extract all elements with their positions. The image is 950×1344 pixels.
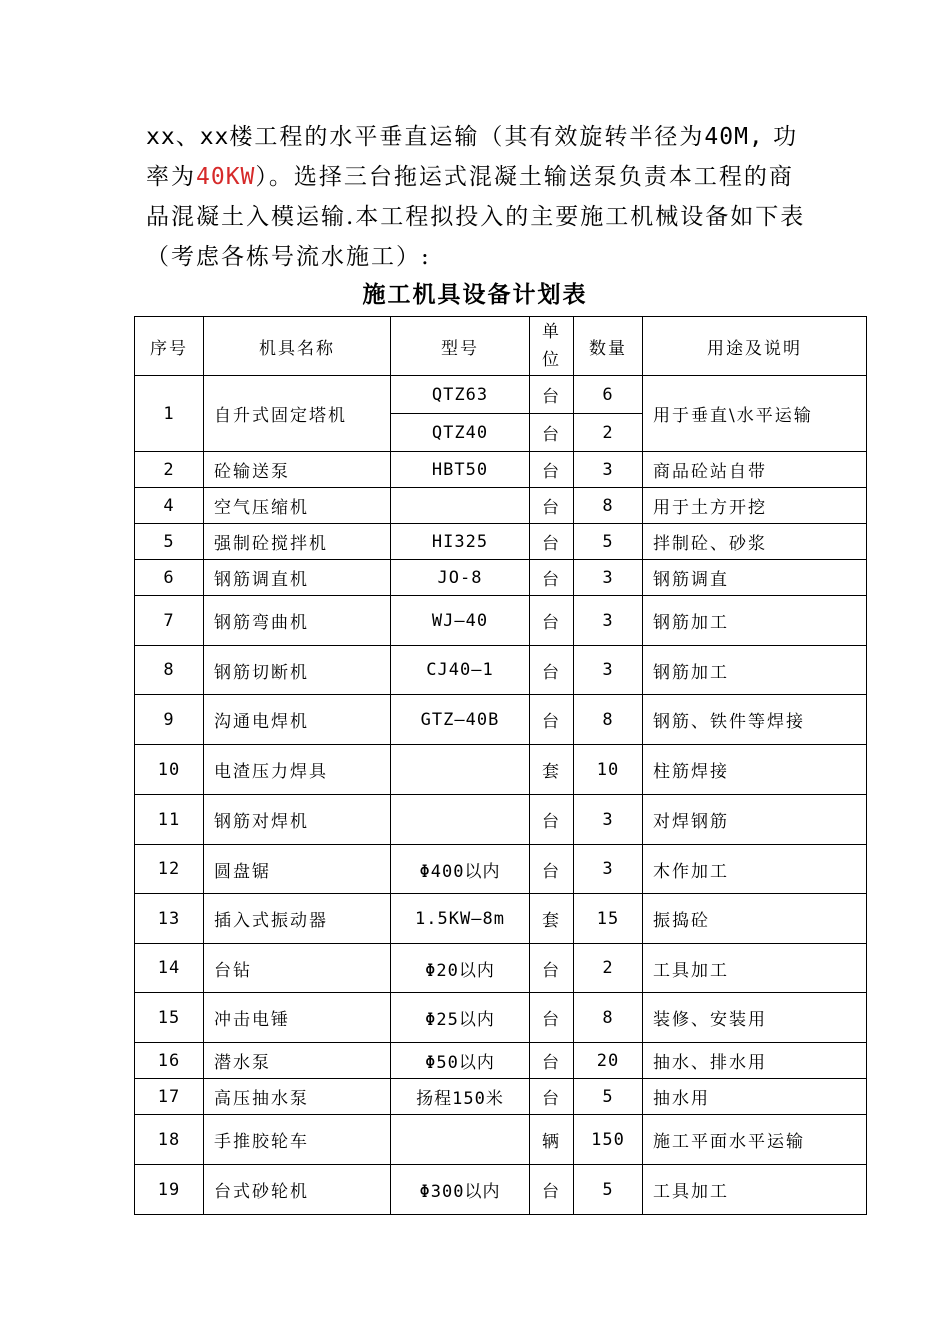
cell-no: 6 <box>135 560 204 596</box>
cell-usage: 钢筋、铁件等焊接 <box>643 695 867 745</box>
table-row <box>135 894 867 944</box>
cell-name: 高压抽水泵 <box>204 1079 391 1115</box>
table-header-row <box>135 317 867 376</box>
cell-name: 空气压缩机 <box>204 488 391 524</box>
cell-no: 17 <box>135 1079 204 1115</box>
para-power-value: 40KW <box>196 164 256 190</box>
cell-qty: 15 <box>574 894 643 944</box>
cell-name: 电渣压力焊具 <box>204 745 391 795</box>
cell-name: 冲击电锤 <box>204 993 391 1043</box>
para-text-6: ）。选择三台拖运式混凝土输送泵负责本工程的商品混凝土入模运输.本工程拟投入的主要施工机械设备如下表（考虑各栋号流水施工）: <box>146 164 806 270</box>
cell-model <box>391 795 530 845</box>
cell-qty: 8 <box>574 993 643 1043</box>
cell-name: 砼输送泵 <box>204 452 391 488</box>
cell-model <box>391 1115 530 1165</box>
cell-unit: 套 <box>530 745 574 795</box>
cell-no: 12 <box>135 845 204 894</box>
cell-name: 圆盘锯 <box>204 845 391 894</box>
table-row <box>135 376 867 414</box>
cell-no: 7 <box>135 596 204 646</box>
cell-qty: 10 <box>574 745 643 795</box>
para-text-3: 40M, <box>704 124 764 150</box>
cell-unit: 台 <box>530 414 574 452</box>
cell-no: 2 <box>135 452 204 488</box>
cell-no: 1 <box>135 376 204 452</box>
table-row <box>135 993 867 1043</box>
cell-qty: 5 <box>574 1165 643 1215</box>
header-model: 型号 <box>391 317 530 376</box>
cell-unit: 套 <box>530 894 574 944</box>
cell-model: 扬程150米 <box>391 1079 530 1115</box>
header-usage: 用途及说明 <box>643 317 867 376</box>
table-row <box>135 560 867 596</box>
table-row <box>135 524 867 560</box>
table-row <box>135 745 867 795</box>
cell-no: 10 <box>135 745 204 795</box>
table-row <box>135 944 867 993</box>
cell-name: 手推胶轮车 <box>204 1115 391 1165</box>
header-qty: 数量 <box>574 317 643 376</box>
cell-usage: 工具加工 <box>643 1165 867 1215</box>
cell-usage: 抽水、排水用 <box>643 1043 867 1079</box>
cell-unit: 台 <box>530 944 574 993</box>
table-row <box>135 596 867 646</box>
cell-usage: 钢筋调直 <box>643 560 867 596</box>
cell-model: QTZ40 <box>391 414 530 452</box>
cell-qty: 5 <box>574 524 643 560</box>
cell-no: 15 <box>135 993 204 1043</box>
cell-model: 1.5KW—8m <box>391 894 530 944</box>
para-text-4: 功率为 <box>146 124 799 190</box>
cell-usage: 装修、安装用 <box>643 993 867 1043</box>
cell-no: 4 <box>135 488 204 524</box>
cell-model: WJ—40 <box>391 596 530 646</box>
cell-name: 潜水泵 <box>204 1043 391 1079</box>
cell-usage: 钢筋加工 <box>643 646 867 695</box>
cell-model: Φ25以内 <box>391 993 530 1043</box>
table-row <box>135 845 867 894</box>
cell-model: HBT50 <box>391 452 530 488</box>
table-row <box>135 646 867 695</box>
cell-unit: 台 <box>530 795 574 845</box>
cell-model: GTZ—40B <box>391 695 530 745</box>
cell-no: 8 <box>135 646 204 695</box>
cell-qty: 6 <box>574 376 643 414</box>
cell-qty: 2 <box>574 414 643 452</box>
cell-usage: 用于垂直\水平运输 <box>643 376 867 452</box>
cell-usage: 对焊钢筋 <box>643 795 867 845</box>
cell-qty: 3 <box>574 646 643 695</box>
header-no: 序号 <box>135 317 204 376</box>
cell-no: 11 <box>135 795 204 845</box>
cell-qty: 8 <box>574 695 643 745</box>
cell-qty: 20 <box>574 1043 643 1079</box>
cell-no: 19 <box>135 1165 204 1215</box>
cell-no: 14 <box>135 944 204 993</box>
cell-usage: 拌制砼、砂浆 <box>643 524 867 560</box>
cell-qty: 3 <box>574 560 643 596</box>
table-row <box>135 1043 867 1079</box>
cell-name: 钢筋切断机 <box>204 646 391 695</box>
cell-usage: 柱筋焊接 <box>643 745 867 795</box>
cell-no: 5 <box>135 524 204 560</box>
table-row <box>135 695 867 745</box>
cell-usage: 施工平面水平运输 <box>643 1115 867 1165</box>
header-unit-1: 单 <box>542 322 561 342</box>
cell-name: 台式砂轮机 <box>204 1165 391 1215</box>
cell-unit: 台 <box>530 452 574 488</box>
cell-no: 16 <box>135 1043 204 1079</box>
cell-unit: 台 <box>530 524 574 560</box>
cell-model: Φ20以内 <box>391 944 530 993</box>
table-row <box>135 795 867 845</box>
table-row <box>135 452 867 488</box>
cell-model: Φ50以内 <box>391 1043 530 1079</box>
cell-name: 钢筋弯曲机 <box>204 596 391 646</box>
cell-name: 自升式固定塔机 <box>204 376 391 452</box>
cell-qty: 5 <box>574 1079 643 1115</box>
header-name: 机具名称 <box>204 317 391 376</box>
table-row <box>135 488 867 524</box>
header-unit <box>530 317 574 376</box>
cell-no: 9 <box>135 695 204 745</box>
cell-unit: 台 <box>530 845 574 894</box>
para-text-1: xx、xx <box>146 124 230 150</box>
cell-usage: 木作加工 <box>643 845 867 894</box>
table-row <box>135 1165 867 1215</box>
cell-name: 台钻 <box>204 944 391 993</box>
table-row <box>135 1079 867 1115</box>
cell-unit: 台 <box>530 695 574 745</box>
cell-no: 13 <box>135 894 204 944</box>
cell-usage: 用于土方开挖 <box>643 488 867 524</box>
cell-model <box>391 745 530 795</box>
cell-unit: 台 <box>530 376 574 414</box>
table-row <box>135 1115 867 1165</box>
cell-qty: 3 <box>574 452 643 488</box>
cell-unit: 台 <box>530 1079 574 1115</box>
cell-usage: 商品砼站自带 <box>643 452 867 488</box>
cell-unit: 辆 <box>530 1115 574 1165</box>
cell-model: JO-8 <box>391 560 530 596</box>
cell-unit: 台 <box>530 596 574 646</box>
cell-model: Φ400以内 <box>391 845 530 894</box>
cell-model <box>391 488 530 524</box>
cell-name: 插入式振动器 <box>204 894 391 944</box>
cell-no: 18 <box>135 1115 204 1165</box>
cell-unit: 台 <box>530 993 574 1043</box>
cell-qty: 2 <box>574 944 643 993</box>
cell-name: 强制砼搅拌机 <box>204 524 391 560</box>
cell-qty: 3 <box>574 596 643 646</box>
cell-unit: 台 <box>530 488 574 524</box>
cell-usage: 工具加工 <box>643 944 867 993</box>
cell-name: 沟通电焊机 <box>204 695 391 745</box>
cell-usage: 钢筋加工 <box>643 596 867 646</box>
cell-model: Φ300以内 <box>391 1165 530 1215</box>
cell-model: QTZ63 <box>391 376 530 414</box>
cell-qty: 150 <box>574 1115 643 1165</box>
cell-unit: 台 <box>530 646 574 695</box>
cell-qty: 8 <box>574 488 643 524</box>
cell-name: 钢筋调直机 <box>204 560 391 596</box>
cell-unit: 台 <box>530 560 574 596</box>
intro-paragraph <box>146 117 816 277</box>
cell-name: 钢筋对焊机 <box>204 795 391 845</box>
para-text-2: 楼工程的水平垂直运输（其有效旋转半径为 <box>229 124 705 150</box>
cell-unit: 台 <box>530 1165 574 1215</box>
cell-unit: 台 <box>530 1043 574 1079</box>
cell-model: CJ40—1 <box>391 646 530 695</box>
cell-usage: 振捣砼 <box>643 894 867 944</box>
cell-model: HI325 <box>391 524 530 560</box>
equipment-table <box>134 316 867 1215</box>
header-unit-2: 位 <box>542 350 561 370</box>
cell-usage: 抽水用 <box>643 1079 867 1115</box>
table-title: 施工机具设备计划表 <box>362 281 588 308</box>
cell-qty: 3 <box>574 845 643 894</box>
cell-qty: 3 <box>574 795 643 845</box>
